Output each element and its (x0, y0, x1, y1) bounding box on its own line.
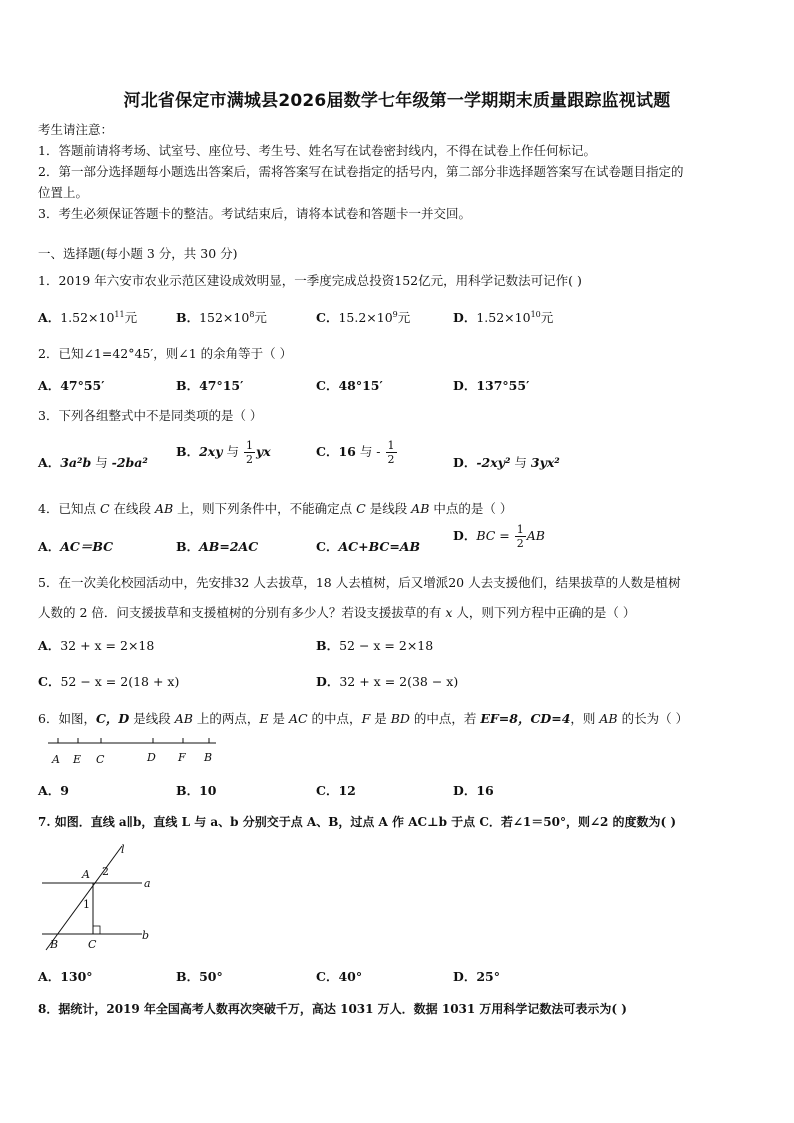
point-label-e: E (73, 753, 82, 766)
label-point-c: C (88, 938, 97, 951)
question-2-option-c[interactable]: C．48°15′ (316, 378, 383, 393)
label-point-b: B (50, 938, 59, 951)
page-title: 河北省保定市满城县2026届数学七年级第一学期期末质量跟踪监视试题 (123, 91, 671, 111)
label-line-b: b (142, 929, 150, 942)
question-2-option-a[interactable]: A．47°55′ (38, 378, 105, 393)
question-3-option-c[interactable]: C．16 与 - $\frac{1}{2}$ (316, 439, 395, 466)
notice-line-2: 2．第一部分选择题每小题选出答案后，需将答案写在试卷指定的括号内，第二部分非选择题答案写在试卷题目指定的 (38, 164, 684, 179)
label-angle-2: 2 (102, 865, 109, 878)
segment-diagram (44, 733, 224, 769)
question-4-option-b[interactable]: B．AB=2AC (176, 539, 259, 554)
question-4-option-d[interactable]: D．BC = $\frac{1}{2}$ AB (453, 523, 545, 550)
question-1-stem: 1．2019 年六安市农业示范区建设成效明显，一季度完成总投资152亿元，用科学记数法可记作( ) (38, 273, 582, 288)
question-7-option-b[interactable]: B．50° (176, 969, 223, 984)
notice-line-1: 1．答题前请将考场、试室号、座位号、考生号、姓名写在试卷密封线内，不得在试卷上作任何标记。 (38, 143, 596, 158)
question-3-option-a[interactable]: A．3a²b 与 -2ba² (38, 455, 148, 470)
question-3-option-d[interactable]: D．-2xy² 与 3yx² (453, 455, 560, 470)
question-8-stem: 8．据统计，2019 年全国高考人数再次突破千万，高达 1031 万人．数据 1031 万用科学记数法可表示为( ) (38, 1002, 627, 1016)
question-6-option-d[interactable]: D．16 (453, 783, 494, 798)
question-1-option-c[interactable]: C．$15.2\times 10^9$元 (316, 310, 411, 325)
question-5-option-a[interactable]: A．32 + x = 2×18 (38, 638, 155, 653)
section-heading: 一、选择题(每小题 3 分，共 30 分) (38, 246, 238, 261)
question-1-option-b[interactable]: B．$152\times 10^8$元 (176, 310, 267, 325)
question-1-option-d[interactable]: D．$1.52\times 10^{10}$元 (453, 310, 554, 325)
question-5-option-d[interactable]: D．32 + x = 2(38 − x) (316, 674, 459, 689)
question-2-stem: 2．已知∠1=42°45′，则∠1 的余角等于（ ） (38, 346, 293, 361)
question-4-option-a[interactable]: A．AC＝BC (38, 539, 114, 554)
question-7-option-a[interactable]: A．130° (38, 969, 93, 984)
question-4-option-c[interactable]: C．AC+BC=AB (316, 539, 421, 554)
question-6-option-b[interactable]: B．10 (176, 783, 217, 798)
notice-line-3: 3．考生必须保证答题卡的整洁。考试结束后，请将本试卷和答题卡一并交回。 (38, 206, 471, 221)
question-6-option-c[interactable]: C．12 (316, 783, 356, 798)
notice-heading: 考生请注意： (38, 122, 114, 137)
point-label-a: A (52, 753, 60, 766)
question-7-option-d[interactable]: D．25° (453, 969, 500, 984)
point-label-b: B (204, 751, 213, 764)
notice-line-2-cont: 位置上。 (38, 185, 89, 200)
question-2-option-b[interactable]: B．47°15′ (176, 378, 244, 393)
point-label-c: C (96, 753, 105, 766)
right-angle-mark (93, 926, 100, 934)
label-angle-1: 1 (83, 898, 90, 911)
question-5-option-b[interactable]: B．52 − x = 2×18 (316, 638, 434, 653)
label-point-a: A (82, 868, 90, 881)
parallel-lines-diagram (38, 838, 168, 956)
question-5-stem-line-2: 人数的 2 倍．问支援拔草和支援植树的分别有多少人？若设支援拔草的有 x 人，则下列方程中正确的是（ ） (38, 605, 636, 620)
question-2-option-d[interactable]: D．137°55′ (453, 378, 530, 393)
question-4-stem: 4．已知点 C 在线段 AB 上，则下列条件中，不能确定点 C 是线段 AB 中点的是（ ） (38, 501, 513, 516)
question-7-option-c[interactable]: C．40° (316, 969, 363, 984)
question-5-option-c[interactable]: C．52 − x = 2(18 + x) (38, 674, 180, 689)
point-label-d: D (147, 751, 156, 764)
question-6-stem: 6．如图，C，D 是线段 AB 上的两点，E 是 AC 的中点，F 是 BD 的中点，若 EF=8，CD=4，则 AB 的长为（ ） (38, 711, 689, 726)
question-7-stem: 7. 如图．直线 a∥b，直线 L 与 a、b 分别交于点 A、B，过点 A 作 AC⊥b 于点 C．若∠1＝50°，则∠2 的度数为( ) (38, 815, 677, 829)
label-line-a: a (144, 877, 151, 890)
question-6-option-a[interactable]: A．9 (38, 783, 69, 798)
point-label-f: F (178, 751, 186, 764)
label-l: l (121, 843, 125, 856)
question-1-option-a[interactable]: A．$1.52\times 10^{11}$元 (38, 310, 138, 325)
question-3-option-b[interactable]: B．2xy 与 $\frac{1}{2}$ yx (176, 439, 271, 466)
question-5-stem-line-1: 5．在一次美化校园活动中，先安排32 人去拔草，18 人去植树，后又增派20 人去支援他们，结果拔草的人数是植树 (38, 575, 681, 590)
question-3-stem: 3．下列各组整式中不是同类项的是（ ） (38, 408, 263, 423)
